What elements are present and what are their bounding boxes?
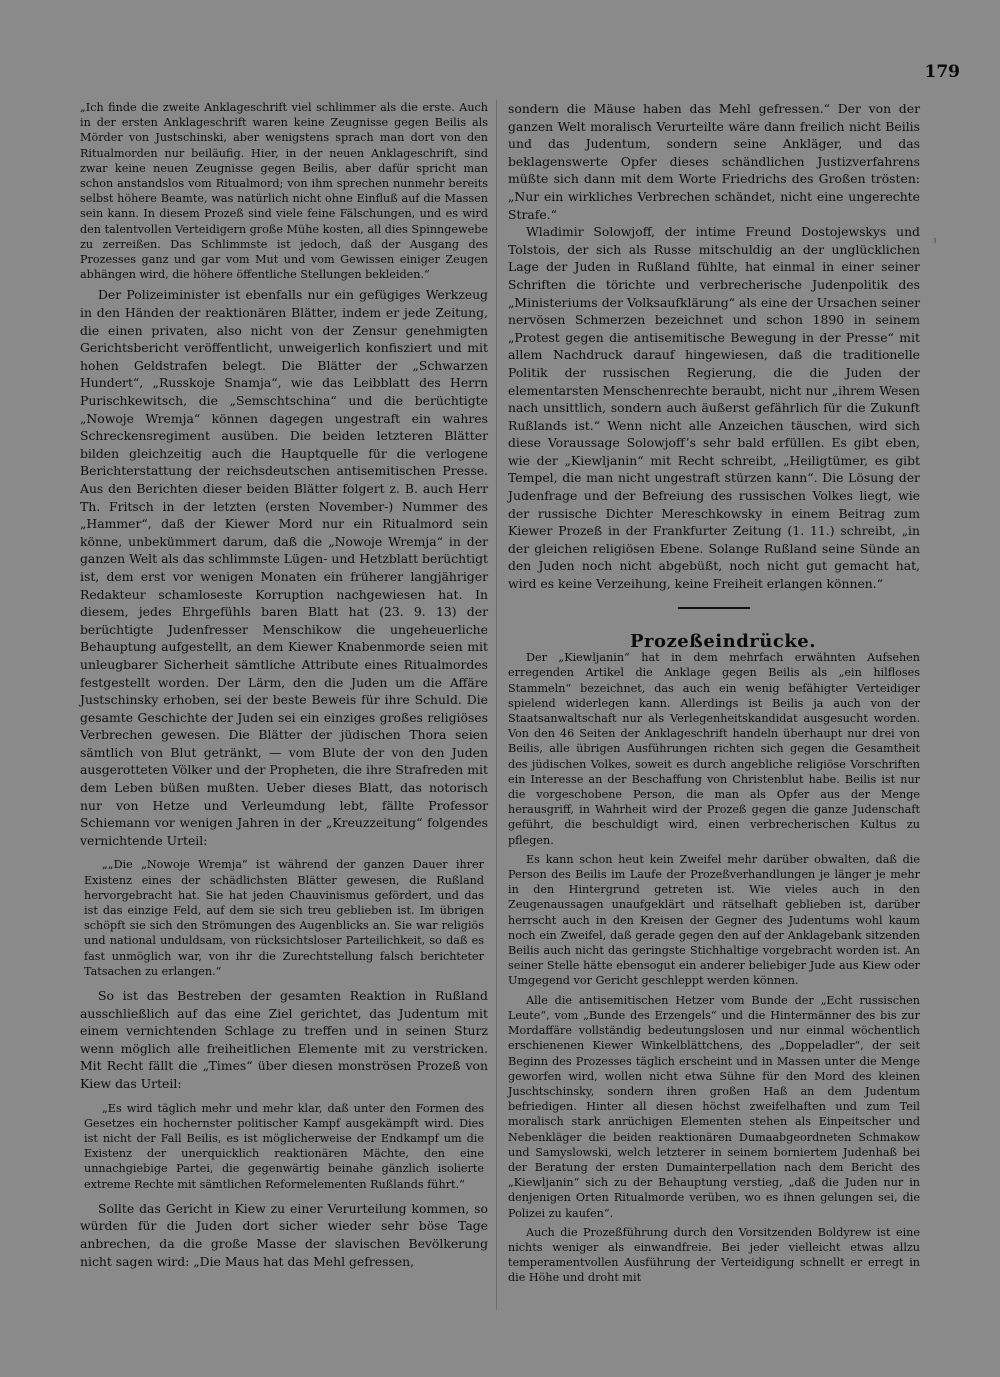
body-paragraph: So ist das Bestreben der gesamten Reaktion in Rußland ausschließlich auf das eine Ziel gerichtet, das Judentum mit einem vernichtenden Schlage zu treffen und in seinen Sturz wenn möglich alle freiheitlichen Elemente mit zu verstricken. Mit Recht fällt die „Times“ über diesen monströsen Prozeß von Kiew das Urteil: <box>80 988 488 1092</box>
opening-quote-paragraph: „Ich finde die zweite Anklageschrift viel schlimmer als die erste. Auch in der ersten Anklageschrift waren keine Zeugnisse gegen Beilis als Mörder von Justschinski, aber wenigstens sprach man dort von den Ritualmorden nur beiläufig. Hier, in der neuen Anklageschrift, sind zwar keine neuen Zeugnisse gegen Beilis, aber dafür spricht man schon anstandslos vom Ritualmord; von ihm sprechen nunmehr bereits selbst höhere Beamte, was natürlich nicht ohne Einfluß auf die Massen sein kann. In diesem Prozeß sind viele feine Fälschungen, und es wird den talentvollen Verteidigern große Mühe kosten, all dies Spinngewebe zu zerreißen. Das Schlimmste ist jedoch, daß der Ausgang des Prozesses ganz und gar vom Mut und vom Gewissen einiger Zeugen abhängen wird, die höhere öffentliche Stellungen bekleiden.“ <box>80 101 488 282</box>
body-paragraph: Es kann schon heut kein Zweifel mehr darüber obwalten, daß die Person des Beilis im Laufe der Prozeßverhandlungen je länger je mehr in den Hintergrund getreten ist. Wie vieles auch in den Zeugenaussagen unaufgeklärt und rätselhaft geblieben ist, darüber herrscht auch in den Kreisen der Gegner des Judentums wohl kaum noch ein Zweifel, daß gerade gegen den auf der Anklagebank sitzenden Beilis auch nicht das geringste Stichhaltige vorgebracht worden ist. An seiner Stelle hätte ebensogut ein anderer beliebiger Jude aus Kiew oder Umgegend vor Gericht geschleppt werden können. <box>508 852 920 988</box>
body-paragraph: Alle die antisemitischen Hetzer vom Bunde der „Echt russischen Leute“, vom „Bunde des Erzengels“ und die Hintermänner des bis zur Mordaffäre vollständig bedeutungslosen und nur einmal wöchentlich erschienenen Kiewer Winkelblättchens, des „Doppeladler“, der seit Beginn des Prozesses täglich erscheint und in Massen unter die Menge geworfen wird, wollen nicht etwa Sühne für den Mord des kleinen Juschtschinsky, sondern ihren großen Haß an dem Judentum befriedigen. Hinter all diesen höchst zweifelhaften und zum Teil moralisch stark anrüchigen Elementen stehen als Einpeitscher und Nebenkläger die beiden reaktionären Dumaabgeordneten Schmakow und Samyslowski, welch letzterer in seinem borniertem Judenhaß bei der Beratung der ersten Dumainterpellation nach dem Bericht des „Kiewljanin“ sich zu der Behauptung verstieg, „daß die Juden nur in denjenigen Orten Ritualmorde verüben, wo es ihnen gelungen sei, die Polizei zu kaufen“. <box>508 993 920 1220</box>
left-column <box>80 100 488 1270</box>
body-paragraph: sondern die Mäuse haben das Mehl gefressen.“ Der von der ganzen Welt moralisch Verurteilte wäre dann freilich nicht Beilis und das Judentum, sondern seine Ankläger, und das beklagenswerte Opfer dieses schändlichen Justizverfahrens müßte sich dann mit dem Worte Friedrichs des Großen trösten: „Nur ein wirkliches Verbrechen schändet, nicht eine ungerechte Strafe.“ <box>508 101 920 222</box>
body-paragraph: Sollte das Gericht in Kiew zu einer Verurteilung kommen, so würden für die Juden dort sicher wieder sehr böse Tage anbrechen, da die große Masse der slavischen Bevölkerung nicht sagen wird: „Die Maus hat das Mehl gefressen, <box>80 1200 488 1269</box>
page-number: 179 <box>924 62 960 82</box>
margin-mark: ˡ <box>934 238 937 249</box>
section-heading: Prozeßeindrücke. <box>629 630 817 652</box>
body-paragraph: Auch die Prozeßführung durch den Vorsitzenden Boldyrew ist eine nichts weniger als einwandfreie. Bei jeder vielleicht etwas allzu temperamentvollen Ausführung der Verteidigung schnellt er erregt in die Höhe und droht mit <box>508 1225 920 1285</box>
section-rule <box>678 607 750 609</box>
block-quote: „„Die „Nowoje Wremja“ ist während der ganzen Dauer ihrer Existenz eines der schädlichsten Blätter gewesen, die Rußland hervorgebracht hat. Sie hat jeden Chauvinismus gefördert, und das ist das einzige Feld, auf dem sie sich treu geblieben ist. Im übrigen schöpft sie sich den Strömungen des Augenblicks an. Sie war religiös und national unduldsam, von rücksichtsloser Parteilichkeit, so daß es fast unmöglich war, von ihr die Zurechtstellung falsch berichteter Tatsachen zu erlangen.“ <box>84 858 484 978</box>
block-quote: „Es wird täglich mehr und mehr klar, daß unter den Formen des Gesetzes ein hochernster politischer Kampf ausgekämpft wird. Dies ist nicht der Fall Beilis, es ist möglicherweise der Endkampf um die Existenz der unerquicklich reaktionären Mächte, den eine unnachgiebige Partei, die gegenwärtig beinahe gänzlich isolierte extreme Rechte mit sämtlichen Reformelementen Rußlands führt.“ <box>84 1101 484 1191</box>
body-paragraph: Wladimir Solowjoff, der intime Freund Dostojewskys und Tolstois, der sich als Russe mitschuldig an der unglücklichen Lage der Juden in Rußland fühlte, hat einmal in einer seiner Schriften die törichte und verbrecherische Judenpolitik des „Ministeriums der Volksaufklärung“ als eine der Ursachen seiner nervösen Schmerzen bezeichnet und schon 1890 in seinem „Protest gegen die antisemitische Bewegung in der Presse“ mit allem Nachdruck darauf hingewiesen, daß die traditionelle Politik der russischen Regierung, die die Juden der elementarsten Menschenrechte beraubt, nicht nur „ihrem Wesen nach unsittlich, sondern auch äußerst gefährlich für die Zukunft Rußlands ist.“ Wenn nicht alle Anzeichen täuschen, wird sich diese Voraussage Solowjoff’s sehr bald erfüllen. Es gibt eben, wie der „Kiewljanin“ mit Recht schreibt, „Heiligtümer, es gibt Tempel, die man nicht ungestraft stürzen kann“. Die Lösung der Judenfrage und der Befreiung des russischen Volkes liegt, wie der russische Dichter Mereschkowsky in einem Beitrag zum Kiewer Prozeß in der Frankfurter Zeitung (1. 11.) schreibt, „in der gleichen religiösen Ebene. Solange Rußland seine Sünde an den Juden noch nicht abgebüßt, noch nicht gut gemacht hat, wird es keine Verzeihung, keine Freiheit erlangen können.“ <box>508 224 920 592</box>
body-paragraph: Der Polizeiminister ist ebenfalls nur ein gefügiges Werkzeug in den Händen der reaktionären Blätter, indem er jede Zeitung, die einen privaten, also nicht von der Zensur genehmigten Gerichtsbericht veröffentlicht, unweigerlich konfisziert und mit hohen Geldstrafen belegt. Die Blätter der „Schwarzen Hundert“, „Russkoje Snamja“, wie das Leibblatt des Herrn Purischkewitsch, die „Semschtschina“ und die berüchtigte „Nowoje Wremja“ können dagegen ungestraft ein wahres Schreckensregiment ausüben. Die beiden letzteren Blätter bilden gleichzeitig auch die Hauptquelle für die verlogene Berichterstattung der reichsdeutschen antisemitischen Presse. Aus den Berichten dieser beiden Blätter folgert z. B. auch Herr Th. Fritsch in der letzten (ersten November-) Nummer des „Hammer“, daß der Kiewer Mord nur ein Ritualmord sein könne, unbekümmert darum, daß die „Nowoje Wremja“ in der ganzen Welt als das schlimmste Lügen- und Hetzblatt berüchtigt ist, dem erst vor wenigen Monaten ein früherer langjähriger Redakteur schamloseste Korruption nachgewiesen hat. In diesem, jedes Ehrgefühls baren Blatt hat (23. 9. 13) der berüchtigte Judenfresser Menschikow die ungeheuerliche Behauptung aufgestellt, an dem Kiewer Knabenmorde seien mit unleugbarer Sicherheit sämtliche Attribute eines Ritualmordes festgestellt worden. Der Lärm, den die Juden um die Affäre Justschinsky erhoben, sei der beste Beweis für ihre Schuld. Die gesamte Geschichte der Juden sei ein einziges großes religiöses Verbrechen gewesen. Die Blätter der jüdischen Thora seien sämtlich von Blut getränkt, — vom Blute der von den Juden ausgerotteten Völker und der Propheten, die ihre Strafreden mit dem Leben büßen mußten. Ueber dieses Blatt, das notorisch nur von Hetze und Verleumdung lebt, fällte Professor Schiemann vor wenigen Jahren in der „Kreuzzeitung“ folgendes vernichtende Urteil: <box>80 287 488 848</box>
column-divider <box>496 100 497 1310</box>
body-paragraph: Der „Kiewljanin“ hat in dem mehrfach erwähnten Aufsehen erregenden Artikel die Anklage gegen Beilis als „ein hilfloses Stammeln“ bezeichnet, das auch ein wenig befähigter Verteidiger spielend widerlegen kann. Allerdings ist Beilis ja auch von der Staatsanwaltschaft nur als Verlegenheitskandidat ausgesucht worden. Von den 46 Seiten der Anklageschrift handeln überhaupt nur drei von Beilis, alle übrigen Ausführungen richten sich gegen die Gesamtheit des jüdischen Volkes, soweit es durch angebliche religiöse Vorschriften ein Interesse an der Beschaffung von Christenblut habe. Beilis ist nur die vorgeschobene Person, die man als Opfer aus der Menge herausgriff, in Wahrheit wird der Prozeß gegen die ganze Judenschaft geführt, die beschuldigt wird, einen verbrecherischen Kultus zu pflegen. <box>508 651 920 847</box>
right-column <box>508 100 920 1286</box>
